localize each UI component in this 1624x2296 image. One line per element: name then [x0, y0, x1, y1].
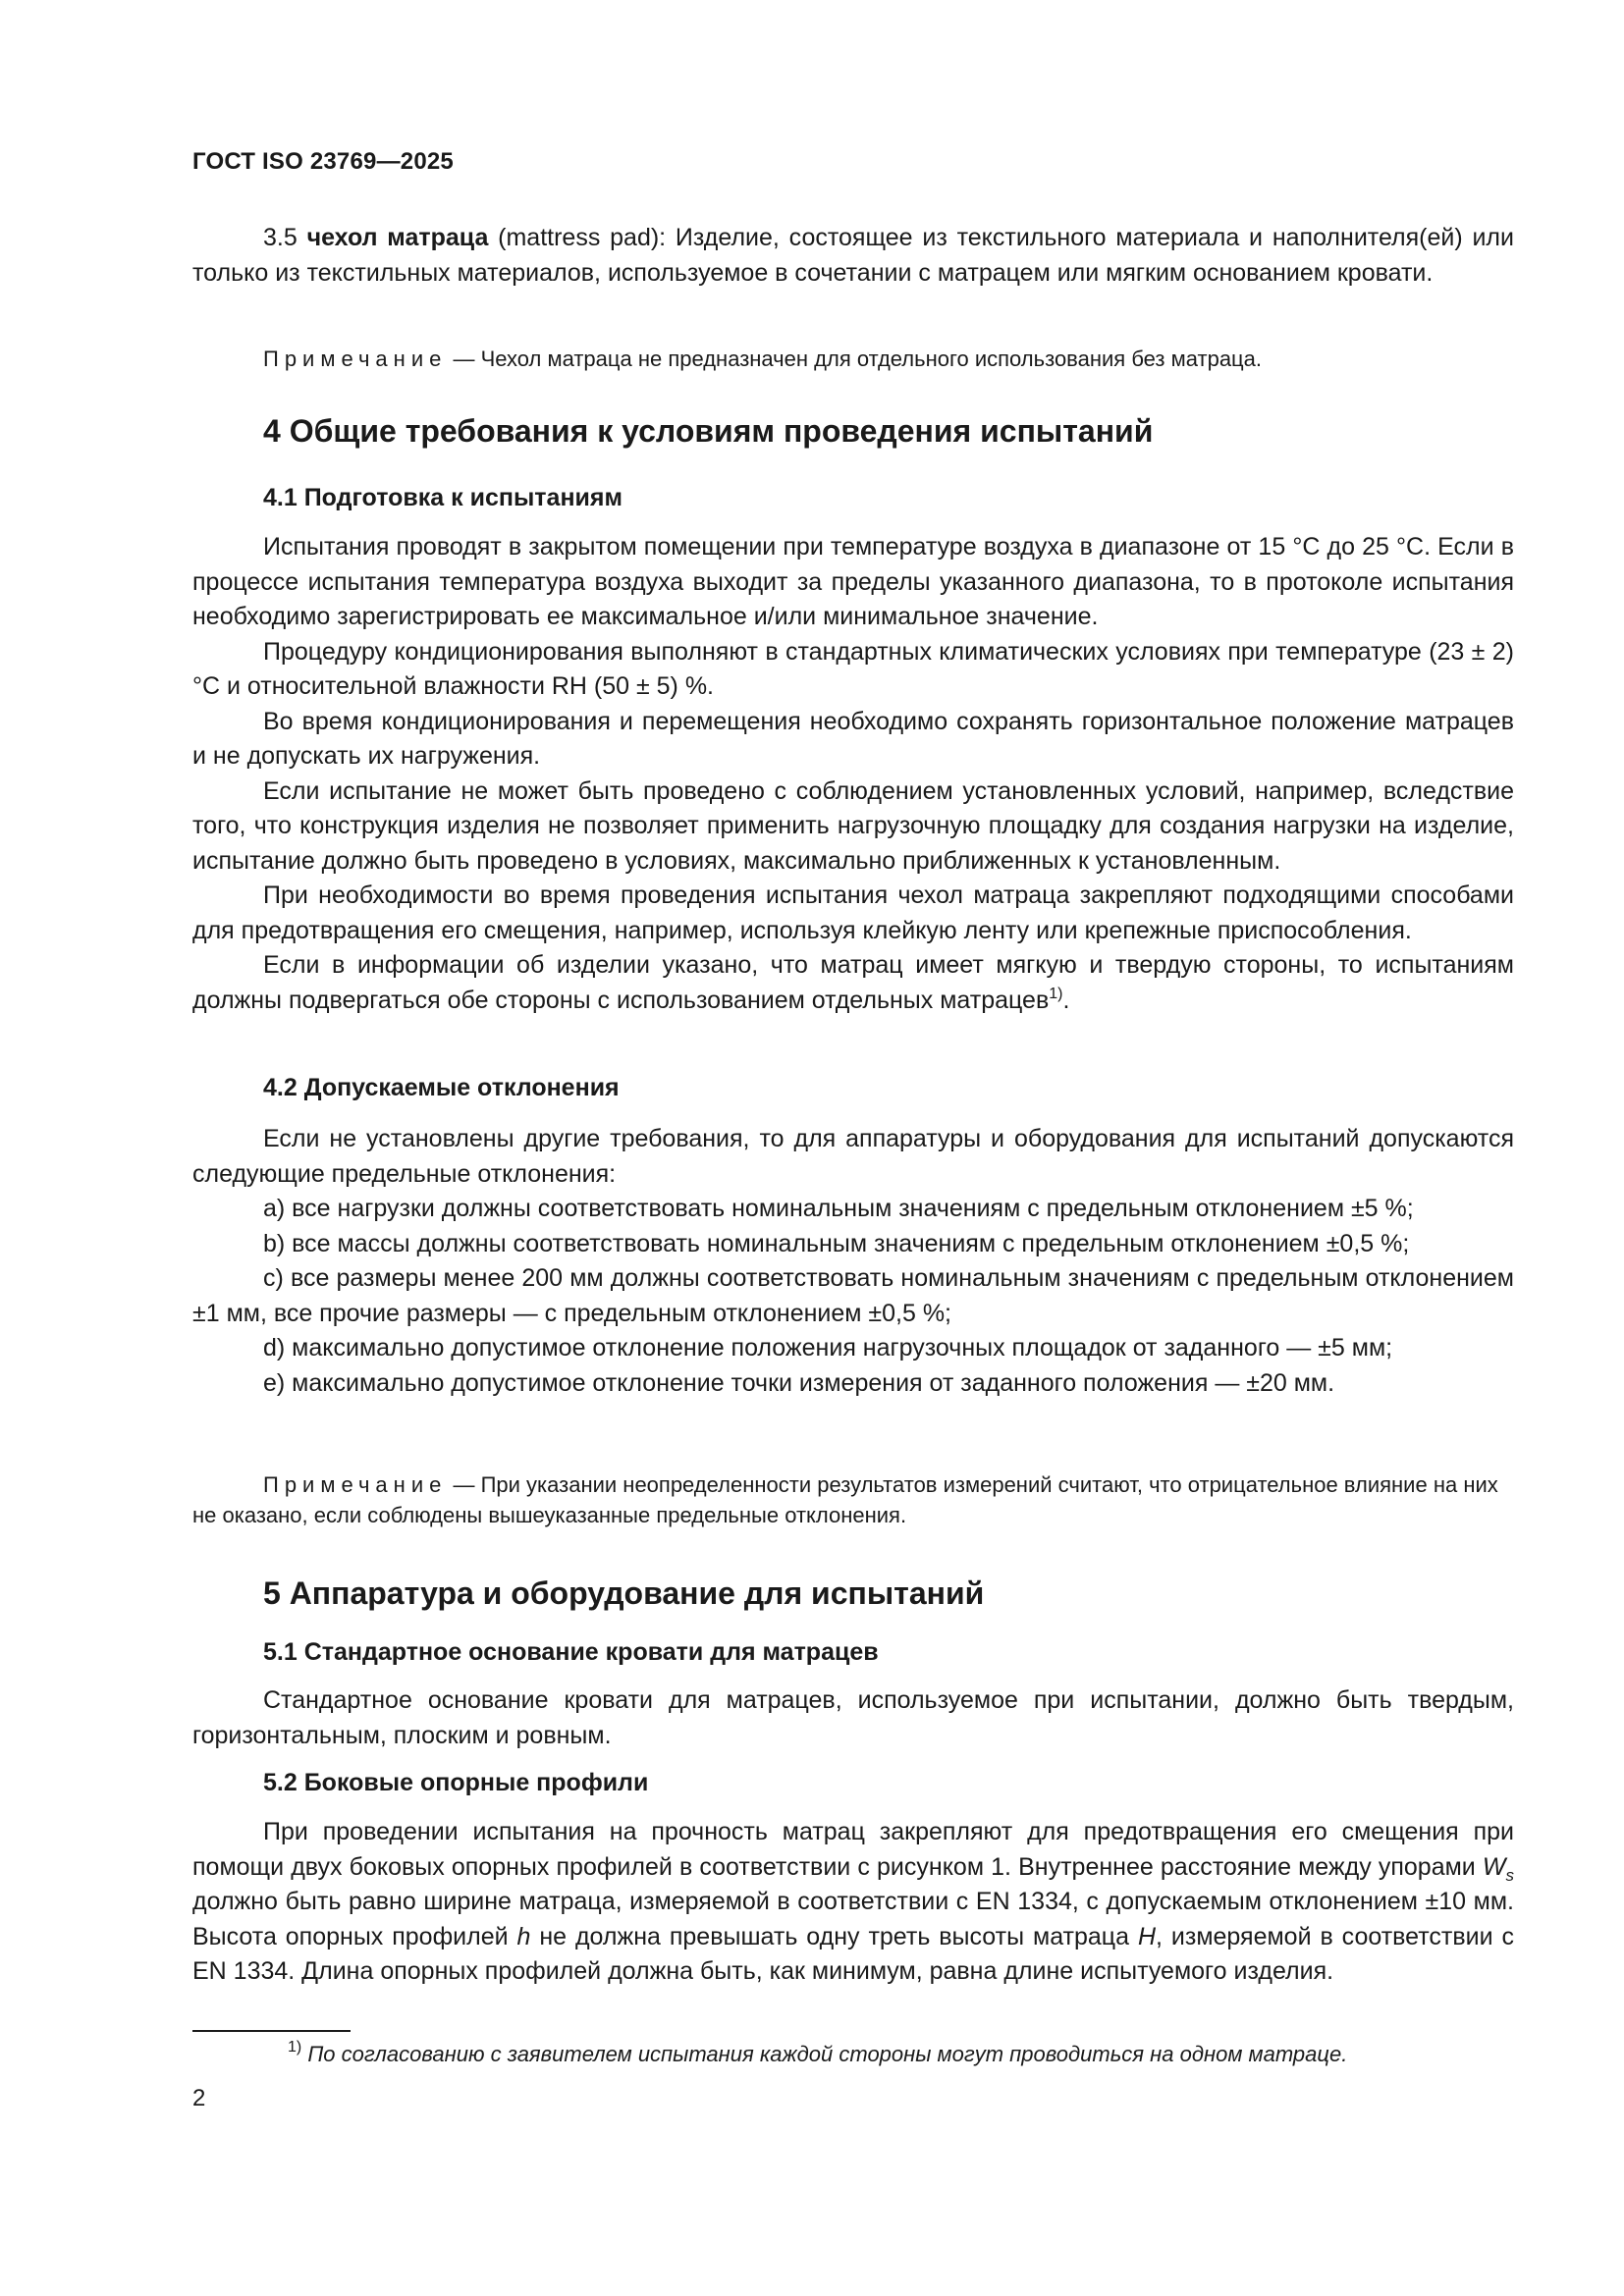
paragraph: Во время кондиционирования и перемещения необходимо сохранять горизонтальное положение матрацев и не допускать их нагружения.: [192, 707, 1514, 770]
section-4-2-body: [192, 1122, 1514, 1401]
footnote-divider: [192, 2030, 351, 2032]
definition-number: 3.5: [263, 224, 298, 251]
paragraph-end: .: [1062, 986, 1070, 1014]
paragraph-text: должно быть равно ширине матраца, измеряемой в соответствии с EN 1334, с допускаемым отклонением ±10 мм. Высота опорных профилей: [192, 1888, 1514, 1950]
list-item: a) все нагрузки должны соответствовать номинальным значениям с предельным отклонением ±5 %;: [263, 1195, 1414, 1222]
paragraph: При необходимости во время проведения испытания чехол матраца закрепляют подходящими способами для предотвращения его смещения, например, используя клейкую ленту или крепежные приспособления.: [192, 881, 1514, 944]
section-5-1-heading: 5.1 Стандартное основание кровати для матрацев: [263, 1638, 879, 1666]
definition-text: (mattress pad): Изделие, состоящее из текстильного материала и наполнителя(ей) или только из текстильных материалов, используемое в сочетании с матрацем или мягким основанием кровати.: [192, 224, 1514, 287]
footnote-reference: 1): [1049, 985, 1063, 1002]
definition-term: чехол матраца: [306, 224, 489, 251]
list-item: c) все размеры менее 200 мм должны соответствовать номинальным значениям с предельным отклонением ±1 мм, все прочие размеры — с предельным отклонением ±0,5 %;: [192, 1264, 1514, 1327]
section-4-1-heading: 4.1 Подготовка к испытаниям: [263, 484, 623, 511]
paragraph-text: При проведении испытания на прочность матрац закрепляют для предотвращения его смещения при помощи двух боковых опорных профилей в соответствии с рисунком 1. Внутреннее расстояние между упорами: [192, 1818, 1514, 1881]
page-number: 2: [192, 2085, 206, 2111]
note-text: — Чехол матраца не предназначен для отдельного использования без матраца.: [453, 347, 1262, 371]
paragraph: Испытания проводят в закрытом помещении при температуре воздуха в диапазоне от 15 °C до 25 °C. Если в процессе испытания температура воздуха выходит за пределы указанного диапазона, то в протоколе испытания необходимо зарегистрировать ее максимальное и/или минимальное значение.: [192, 533, 1514, 630]
section-5-1-body: [192, 1683, 1514, 1753]
paragraph: Стандартное основание кровати для матрацев, используемое при испытании, должно быть твердым, горизонтальным, плоским и ровным.: [192, 1686, 1514, 1749]
definition-3-5: [192, 221, 1514, 291]
paragraph-text: Если в информации об изделии указано, что матрац имеет мягкую и твердую стороны, то испытаниям должны подвергаться обе стороны с использованием отдельных матрацев: [192, 951, 1514, 1014]
section-4-heading: 4 Общие требования к условиям проведения испытаний: [263, 413, 1154, 449]
list-item: b) все массы должны соответствовать номинальным значениям с предельным отклонением ±0,5 %;: [263, 1229, 1410, 1257]
symbol-w-subscript: s: [1505, 1865, 1514, 1885]
symbol-big-h: H: [1137, 1922, 1157, 1950]
note-1: [192, 344, 1514, 374]
document-header: ГОСТ ISO 23769—2025: [192, 148, 454, 175]
paragraph: [192, 1815, 1514, 1990]
note-text: — При указании неопределенности результатов измерений считают, что отрицательное влияние на них не оказано, если соблюдены вышеуказанные предельные отклонения.: [192, 1472, 1498, 1527]
footnote: [288, 2039, 1348, 2067]
paragraph: [192, 948, 1514, 1018]
note-label: Примечание: [263, 1472, 448, 1497]
note-2: [192, 1469, 1514, 1530]
symbol-w: W: [1482, 1852, 1506, 1881]
paragraph: Процедуру кондиционирования выполняют в стандартных климатических условиях при температуре (23 ± 2) °C и относительной влажности RH (50 ± 5) %.: [192, 637, 1514, 700]
section-5-heading: 5 Аппаратура и оборудование для испытаний: [263, 1575, 985, 1611]
section-5-2-body: [192, 1815, 1514, 1990]
section-4-2-heading: 4.2 Допускаемые отклонения: [263, 1074, 620, 1101]
footnote-mark: 1): [288, 2039, 302, 2056]
paragraph: Если не установлены другие требования, то для аппаратуры и оборудования для испытаний допускаются следующие предельные отклонения:: [192, 1125, 1514, 1188]
paragraph-text: , измеряемой в соответствии с EN 1334. Длина опорных профилей должна быть, как минимум, равна длине испытуемого изделия.: [192, 1922, 1514, 1985]
paragraph-text: не должна превышать одну треть высоты матраца: [530, 1922, 1138, 1950]
footnote-text: По согласованию с заявителем испытания каждой стороны могут проводиться на одном матраце.: [307, 2042, 1348, 2066]
note-label: Примечание: [263, 347, 448, 371]
section-5-2-heading: 5.2 Боковые опорные профили: [263, 1769, 649, 1796]
section-4-1-body: [192, 530, 1514, 1018]
list-item: e) максимально допустимое отклонение точки измерения от заданного положения — ±20 мм.: [263, 1368, 1335, 1397]
list-item: d) максимально допустимое отклонение положения нагрузочных площадок от заданного — ±5 мм;: [263, 1334, 1393, 1362]
paragraph: Если испытание не может быть проведено с соблюдением установленных условий, например, вследствие того, что конструкция изделия не позволяет применить нагрузочную площадку для создания нагрузки на изделие, испытание должно быть проведено в условиях, максимально приближенных к установленным.: [192, 776, 1514, 875]
symbol-h: h: [516, 1922, 531, 1950]
